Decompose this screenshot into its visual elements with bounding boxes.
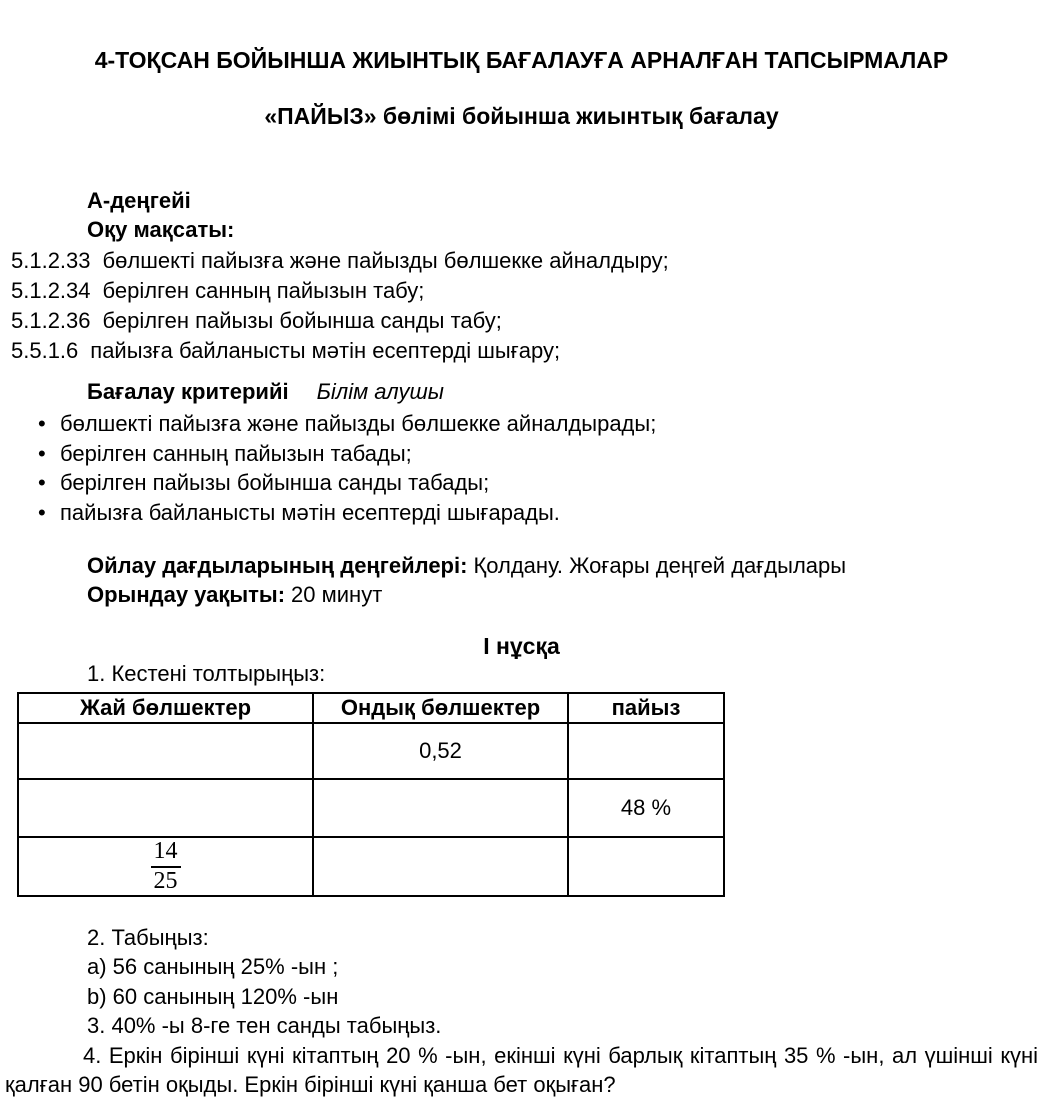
task2-item-b: b) 60 санының 120% -ын — [87, 984, 339, 1009]
duration-line — [87, 582, 382, 608]
task2-label: 2. Табыңыз: — [87, 925, 209, 950]
column-header-percent: пайыз — [568, 693, 724, 723]
table-cell-empty — [568, 723, 724, 779]
objective-item — [11, 276, 669, 306]
table-cell-percent-value: 48 % — [568, 779, 724, 837]
fraction-numerator: 14 — [151, 839, 181, 867]
objective-item — [11, 246, 669, 276]
criteria-heading-line — [87, 379, 444, 405]
task3-text: 3. 40% -ы 8-ге тен санды табыңыз. — [87, 1013, 442, 1038]
duration-label: Орындау уақыты: — [87, 582, 286, 607]
objective-item — [11, 306, 669, 336]
table-row — [18, 837, 724, 896]
document-title: 4-ТОҚСАН БОЙЫНША ЖИЫНТЫҚ БАҒАЛАУҒА АРНАЛҒАН ТАПСЫРМАЛАР — [94, 47, 949, 73]
criteria-list — [38, 409, 656, 528]
bullet-icon: • — [38, 440, 46, 466]
table-header-row — [18, 693, 724, 723]
column-header-common-fractions: Жай бөлшектер — [18, 693, 313, 723]
objective-text: берілген санның пайызын табу; — [102, 278, 425, 303]
bullet-icon: • — [38, 470, 46, 496]
criteria-item — [38, 468, 656, 498]
table-cell-empty — [568, 837, 724, 896]
thinking-skills-label: Ойлау дағдыларының деңгейлері: — [87, 553, 468, 578]
variant-heading: І нұсқа — [483, 633, 560, 659]
column-header-decimal-fractions: Ондық бөлшектер — [313, 693, 568, 723]
table-row — [18, 723, 724, 779]
bullet-icon: • — [38, 500, 46, 526]
task4-text: 4. Еркін бірінші күні кітаптың 20 % -ын, екінші күні барлық кітаптың 35 % -ын, ал үшінші күні қалған 90 бетін оқыды. Еркін бірінші күні қанша бет оқыған? — [5, 1043, 1038, 1097]
criteria-item — [38, 498, 656, 528]
criteria-text: бөлшекті пайызға және пайызды бөлшекке айналдырады; — [60, 411, 657, 436]
table-cell-empty — [18, 779, 313, 837]
objective-text: берілген пайызы бойынша санды табу; — [102, 308, 502, 333]
objective-code: 5.1.2.34 — [11, 278, 91, 303]
criteria-heading: Бағалау критерийі — [87, 379, 289, 404]
criteria-note: Білім алушы — [316, 379, 444, 404]
objective-text: пайызға байланысты мәтін есептерді шығару; — [90, 338, 561, 363]
document-subtitle: «ПАЙЫЗ» бөлімі бойынша жиынтық бағалау — [264, 103, 779, 129]
criteria-text: берілген пайызы бойынша санды табады; — [60, 470, 490, 496]
objective-code: 5.1.2.36 — [11, 308, 91, 333]
duration-value: 20 минут — [291, 582, 383, 607]
objective-text: бөлшекті пайызға және пайызды бөлшекке айналдыру; — [102, 248, 669, 273]
thinking-skills-line — [87, 553, 846, 579]
criteria-text: пайызға байланысты мәтін есептерді шығарады. — [60, 500, 560, 526]
objective-code: 5.1.2.33 — [11, 248, 91, 273]
objective-code: 5.5.1.6 — [11, 338, 79, 363]
table-cell-empty — [313, 779, 568, 837]
fraction-14-25 — [151, 839, 181, 893]
objectives-heading: Оқу мақсаты: — [87, 217, 235, 242]
table-cell-empty — [18, 723, 313, 779]
table-cell-fraction — [18, 837, 313, 896]
task2-item-a: a) 56 санының 25% -ын ; — [87, 954, 339, 979]
table-cell-empty — [313, 837, 568, 896]
task1-label: 1. Кестені толтырыңыз: — [87, 661, 326, 686]
objective-item — [11, 336, 669, 366]
learning-objectives-list — [11, 246, 669, 366]
fraction-denominator: 25 — [153, 867, 178, 894]
table-cell-decimal-value: 0,52 — [313, 723, 568, 779]
fractions-table — [17, 692, 725, 897]
level-heading: А-деңгейі — [87, 188, 191, 213]
thinking-skills-value: Қолдану. Жоғары деңгей дағдылары — [473, 553, 847, 578]
criteria-text: берілген санның пайызын табады; — [60, 440, 412, 466]
criteria-item — [38, 439, 656, 469]
table-row — [18, 779, 724, 837]
bullet-icon: • — [38, 411, 46, 436]
criteria-item — [38, 409, 656, 439]
